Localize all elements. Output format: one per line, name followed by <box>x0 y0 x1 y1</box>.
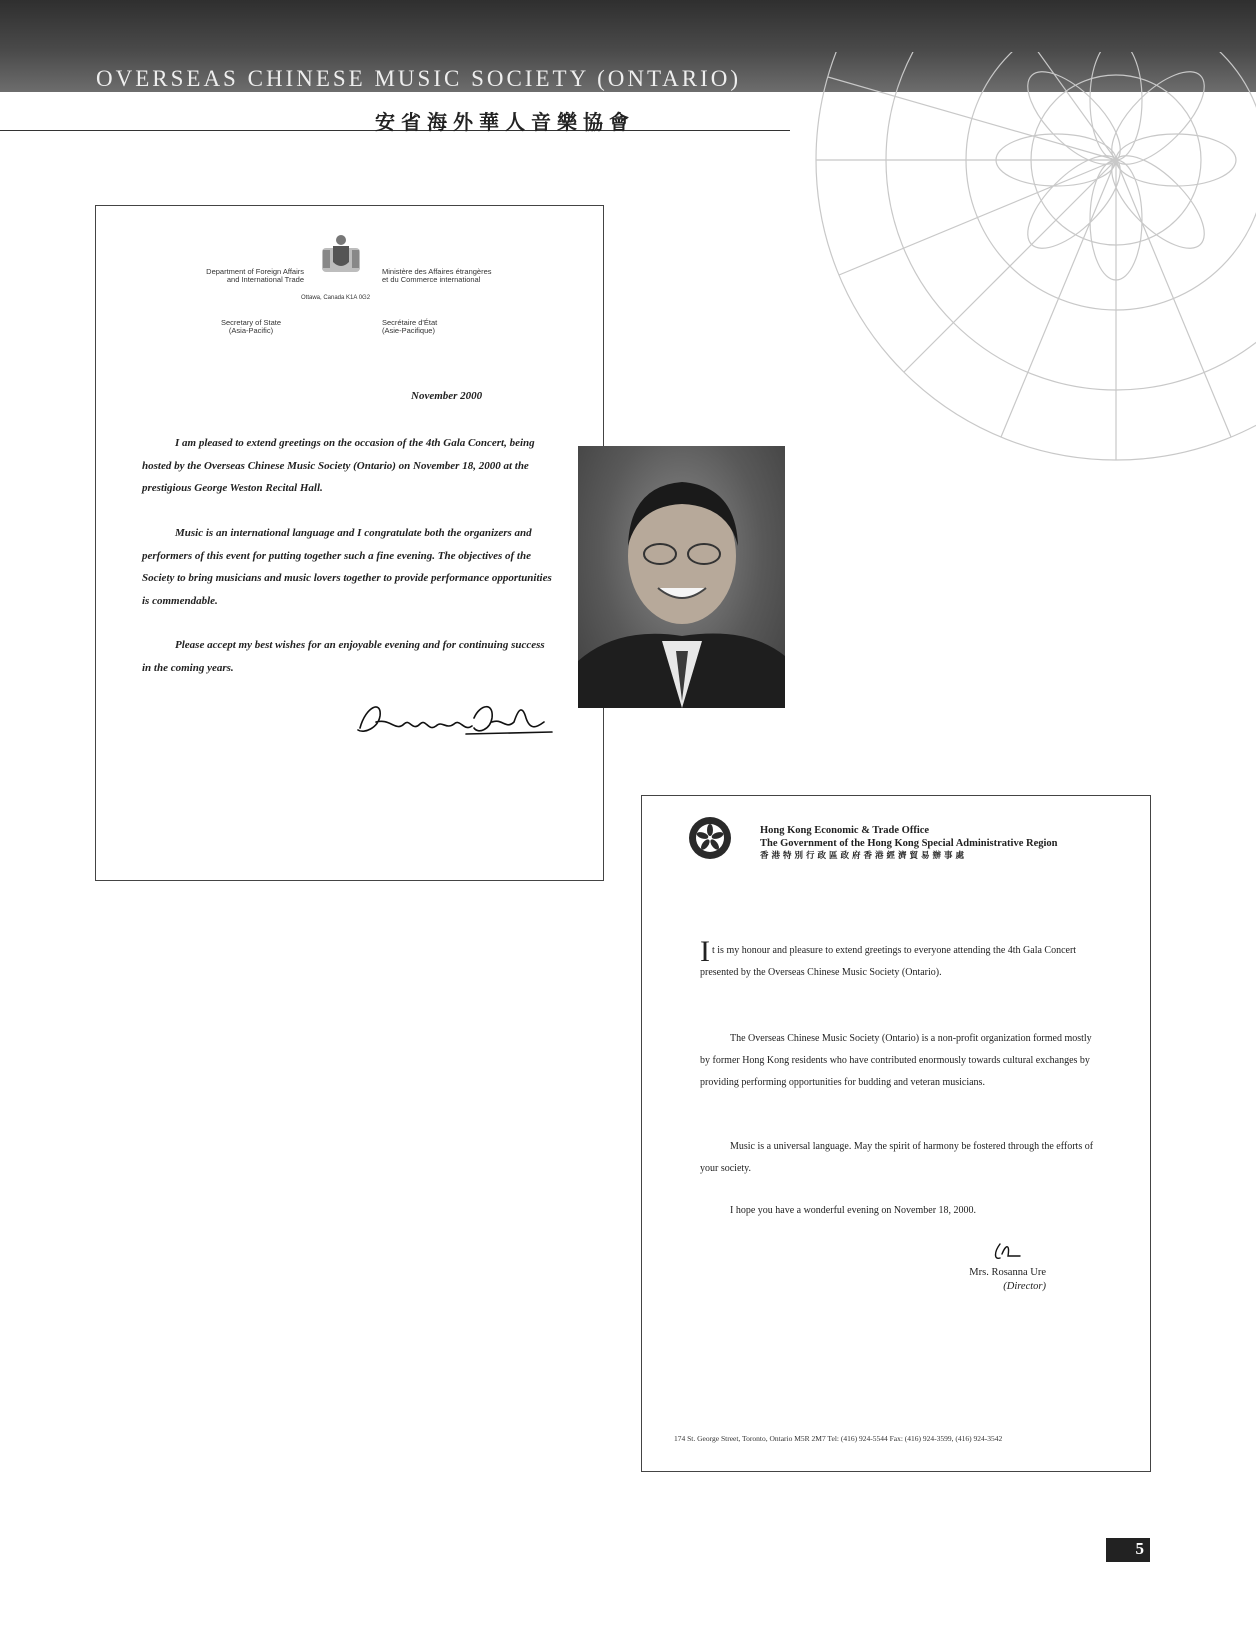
signer-title: (Director) <box>1003 1281 1046 1292</box>
dept-name-en <box>174 268 304 284</box>
dept-name-fr <box>382 268 492 284</box>
portrait-illustration <box>578 446 785 708</box>
letter1-paragraph-3: Please accept my best wishes for an enjoyable evening and for continuing success in the coming years. <box>142 639 545 674</box>
hketo-letterhead <box>760 824 1058 863</box>
dropcap: I <box>700 935 710 968</box>
hksar-government: The Government of the Hong Kong Special Administrative Region <box>760 838 1058 849</box>
dept-name-en-line1: Department of Foreign Affairs <box>206 267 304 276</box>
letter2-paragraph-1-text: t is my honour and pleasure to extend greetings to everyone attending the 4th Gala Concert presented by the Overseas Chinese Music Society (Ontario). <box>700 945 1077 978</box>
letter-foreign-affairs <box>95 205 604 881</box>
society-title: OVERSEAS CHINESE MUSIC SOCIETY (ONTARIO) <box>96 66 742 91</box>
letter2-paragraph-2: The Overseas Chinese Music Society (Ontario) is a non-profit organization formed mostly by former Hong Kong residents who have contributed enormously towards cultural exchanges by providing performing opportunities for budding and veteran musicians. <box>700 1033 1092 1088</box>
dept-name-fr-line2: et du Commerce international <box>382 275 481 284</box>
hksar-emblem-icon <box>688 816 732 860</box>
office-en-line1: Secretary of State <box>220 318 282 327</box>
dept-name-en-line2: and International Trade <box>226 275 304 284</box>
office-en <box>206 319 296 335</box>
ottawa-address: Ottawa, Canada K1A 0G2 <box>301 295 371 301</box>
letter2-paragraph-4: I hope you have a wonderful evening on November 18, 2000. <box>730 1205 977 1216</box>
office-address-footer: 174 St. George Street, Toronto, Ontario M5R 2M7 Tel: (416) 924-5544 Fax: (416) 924-3599, (416) 924-3542 <box>674 1434 1003 1443</box>
office-fr-line2: (Asie-Pacifique) <box>382 326 435 335</box>
page-number-tab <box>1106 1538 1150 1562</box>
letter-hketo <box>641 795 1151 1472</box>
canada-crest-icon <box>322 234 360 274</box>
society-chinese-title: 安省海外華人音樂協會 <box>375 110 635 134</box>
signature-raymond-chan <box>346 688 556 748</box>
signer-block <box>912 1266 1046 1294</box>
hketo-name: Hong Kong Economic & Trade Office <box>760 825 930 836</box>
letter1-paragraph-2: Music is an international language and I congratulate both the organizers and performers of this event for putting together such a fine evening. The objectives of the Society to bring musicians and music lovers together to provide performance opportunities is commendable. <box>142 527 552 607</box>
hketo-chinese-name: 香港特別行政區政府香港經濟貿易辦事處 <box>760 851 968 861</box>
letter2-paragraph-3: Music is a universal language. May the spirit of harmony be fostered through the efforts of your society. <box>700 1141 1094 1174</box>
letter1-paragraph-1: I am pleased to extend greetings on the occasion of the 4th Gala Concert, being hosted by the Overseas Chinese Music Society (Ontario) on November 18, 2000 at the prestigious George Weston Recital Hall. <box>142 437 535 494</box>
office-fr <box>382 319 437 335</box>
signature-rosanna-ure <box>992 1240 1022 1264</box>
rosette-decoration <box>776 52 1256 532</box>
portrait-photo <box>578 446 785 708</box>
office-en-line2: (Asia-Pacific) <box>228 326 274 335</box>
letter2-paragraph-1 <box>700 935 1100 984</box>
dept-name-fr-line1: Ministère des Affaires étrangères <box>382 267 492 276</box>
page-number: 5 <box>1135 1539 1144 1558</box>
letter-date: November 2000 <box>411 390 483 402</box>
signer-name: Mrs. Rosanna Ure <box>969 1267 1046 1278</box>
office-fr-line1: Secrétaire d'État <box>382 318 438 327</box>
